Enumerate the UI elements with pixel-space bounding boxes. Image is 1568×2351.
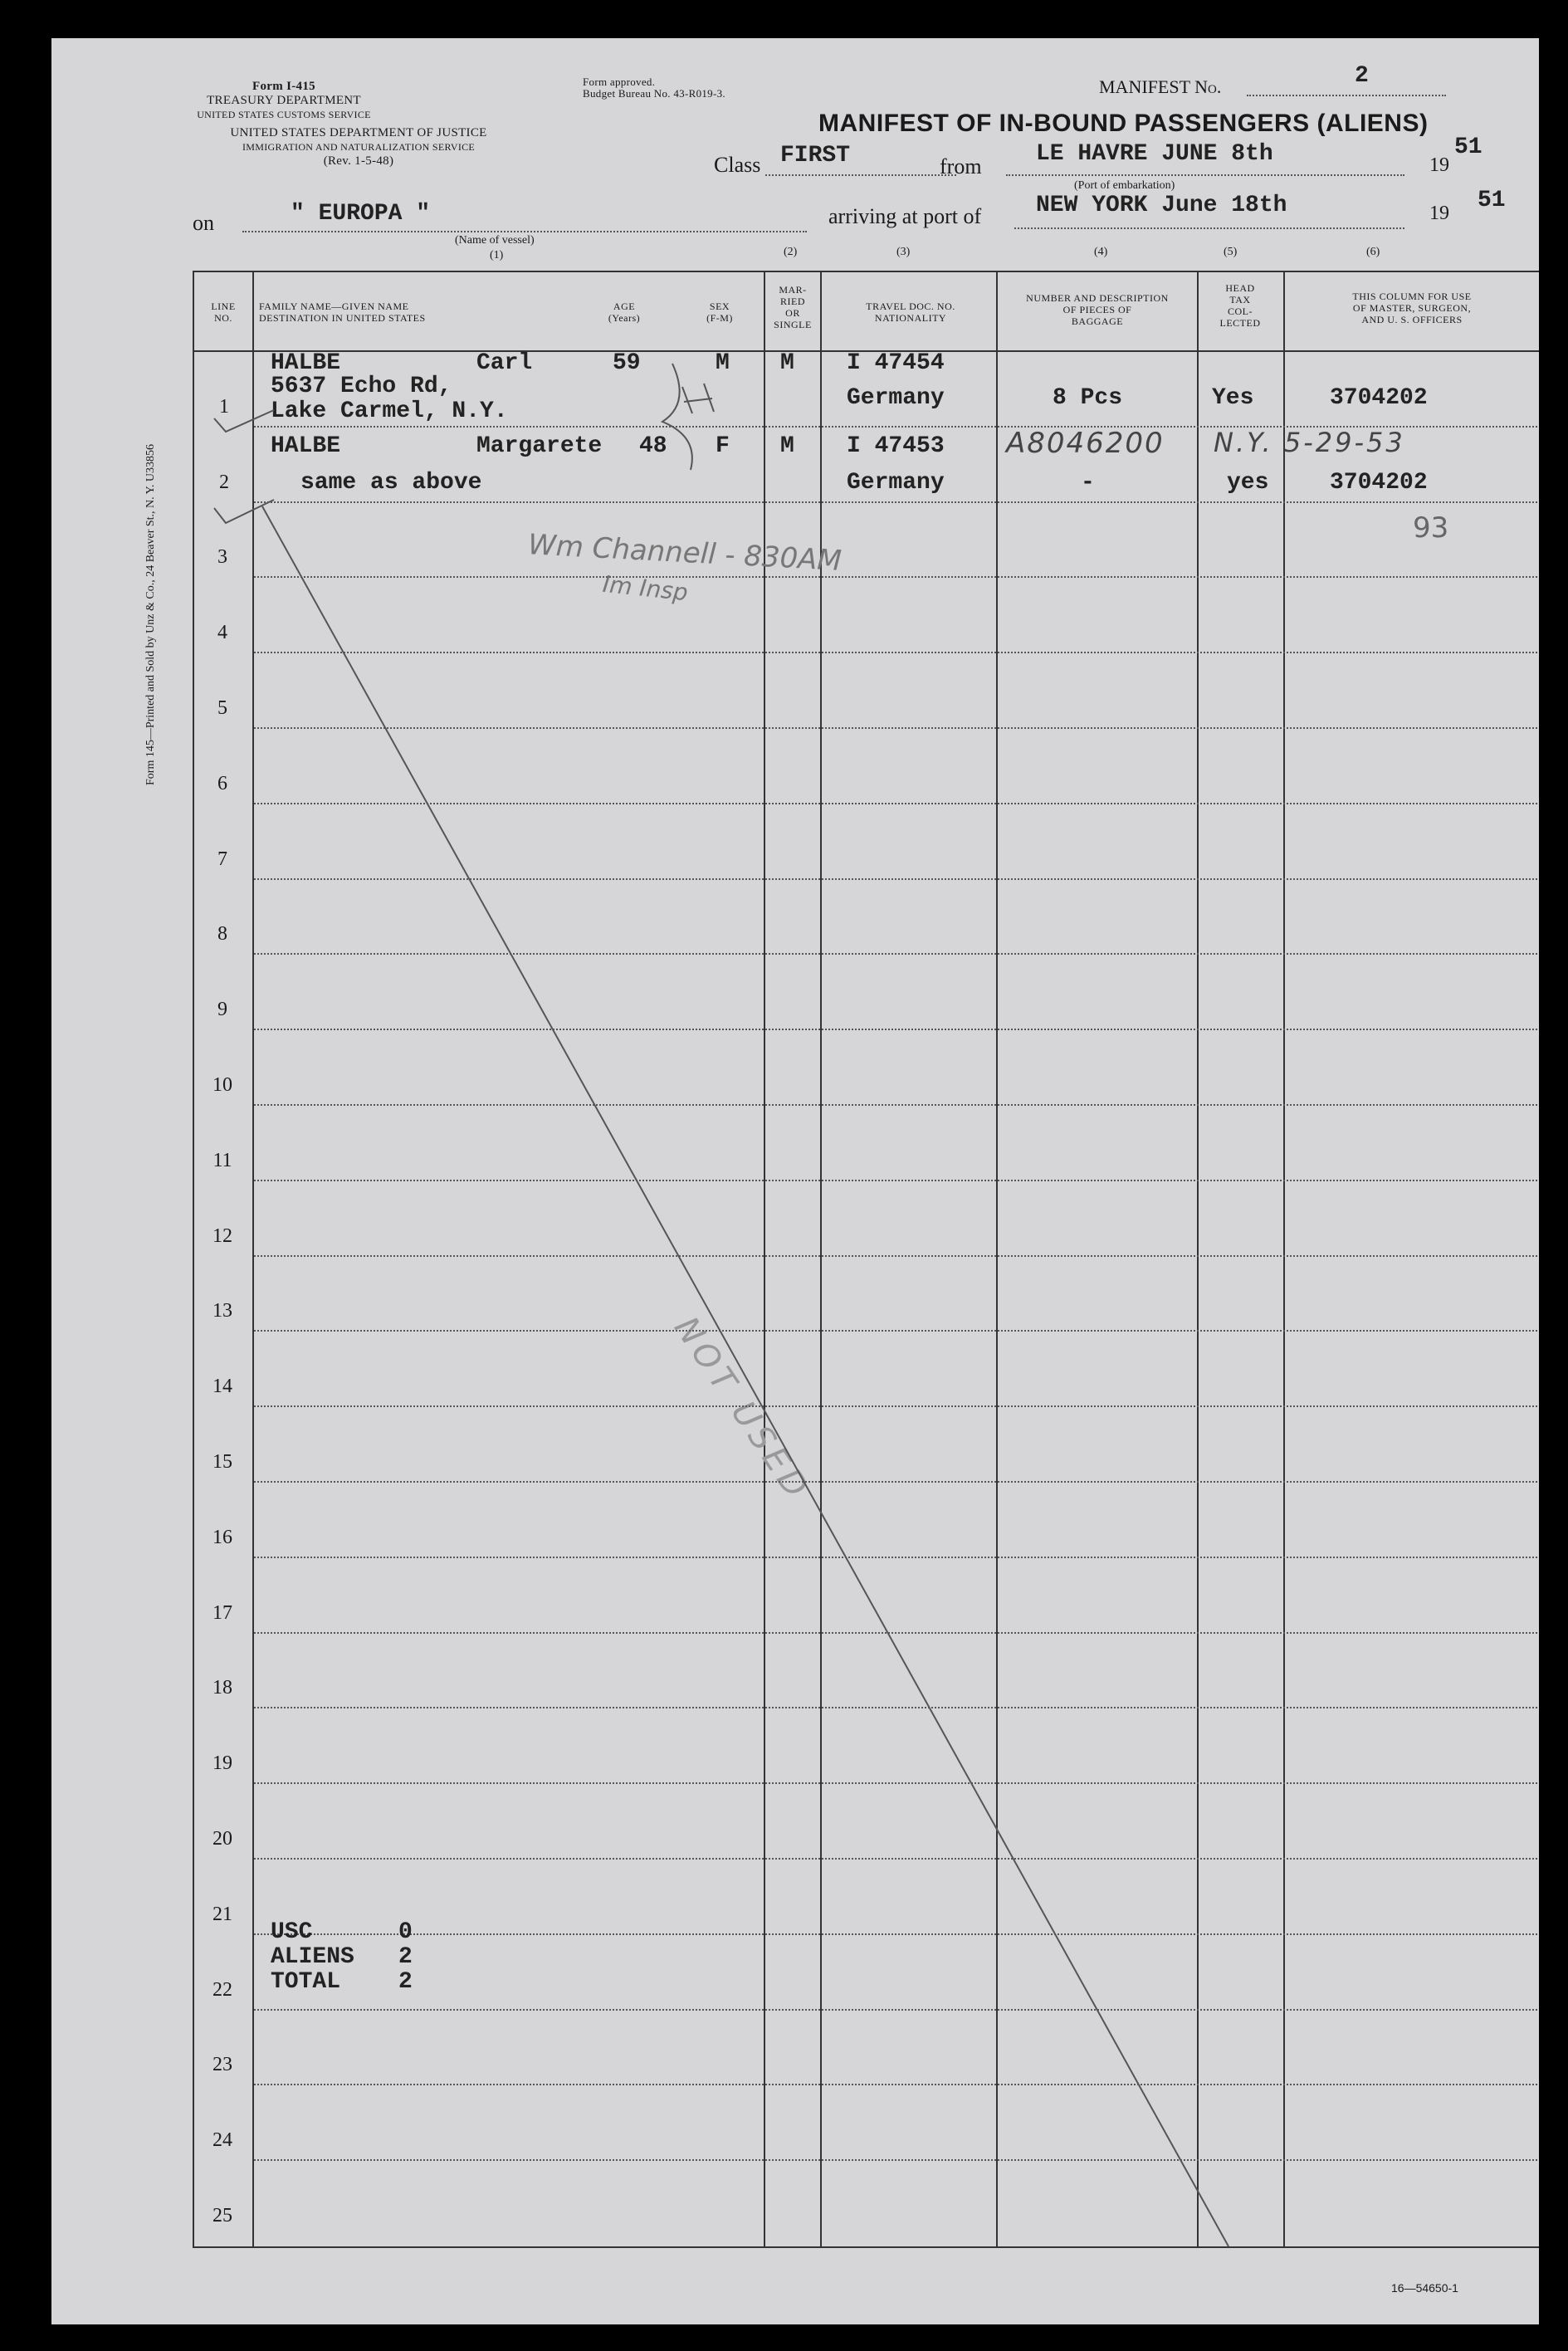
col-header-age: AGE (Years) bbox=[608, 301, 641, 324]
line-number: 21 bbox=[212, 1903, 232, 1925]
on-label: on bbox=[193, 211, 214, 235]
handwritten-alien-registration: A8046200 bbox=[1006, 427, 1165, 460]
row-separator bbox=[254, 727, 1537, 729]
embarkation-label: (Port of embarkation) bbox=[1074, 179, 1175, 192]
handwritten-inspector-title: Im Insp bbox=[601, 569, 690, 607]
col-header-married: MAR- RIED OR SINGLE bbox=[774, 284, 812, 330]
budget-bureau: Budget Bureau No. 43-R019-3. bbox=[583, 87, 725, 100]
form-approved: Form approved. bbox=[583, 76, 656, 88]
entry-2-married: M bbox=[780, 433, 794, 459]
totals-aliens-label: ALIENS bbox=[271, 1944, 354, 1970]
entry-1-nationality: Germany bbox=[847, 385, 945, 411]
col-header-head-tax: HEAD TAX COL- LECTED bbox=[1219, 282, 1261, 329]
col-header-baggage: NUMBER AND DESCRIPTION OF PIECES OF BAGGAGE bbox=[1026, 292, 1169, 327]
entry-1-travel-doc: I 47454 bbox=[847, 350, 945, 376]
entry-1-given-name: Carl bbox=[476, 350, 533, 376]
entry-2-nationality: Germany bbox=[847, 470, 945, 496]
col-number-3: (3) bbox=[896, 246, 911, 258]
line-number: 11 bbox=[212, 1149, 232, 1171]
bracket-mark bbox=[662, 364, 692, 470]
stamped-number-93: 93 bbox=[1413, 511, 1449, 545]
manifest-no-value: 2 bbox=[1355, 63, 1369, 89]
customs-service: UNITED STATES CUSTOMS SERVICE bbox=[197, 109, 371, 120]
justice-dept: UNITED STATES DEPARTMENT OF JUSTICE bbox=[230, 126, 487, 139]
row-separator bbox=[254, 1405, 1537, 1407]
line-number: 4 bbox=[217, 622, 227, 644]
arrival-value: NEW YORK June 18th bbox=[1036, 193, 1287, 218]
row-separator bbox=[254, 2084, 1537, 2085]
col-header-travel-doc: TRAVEL DOC. NO. NATIONALITY bbox=[866, 301, 955, 324]
row-separator bbox=[254, 953, 1537, 955]
totals-aliens-value: 2 bbox=[398, 1944, 413, 1970]
col-header-officers: THIS COLUMN FOR USE OF MASTER, SURGEON, AND U. S. OFFICERS bbox=[1352, 291, 1472, 325]
ins-service: IMMIGRATION AND NATURALIZATION SERVICE bbox=[242, 141, 476, 153]
line-number: 14 bbox=[212, 1376, 232, 1398]
line-number: 12 bbox=[212, 1224, 232, 1247]
col-number-5: (5) bbox=[1224, 246, 1238, 258]
manifest-page bbox=[51, 38, 1539, 2324]
row-separator bbox=[254, 1330, 1537, 1332]
revision: (Rev. 1-5-48) bbox=[323, 154, 394, 168]
year-2: 51 bbox=[1478, 188, 1506, 213]
line-number: 8 bbox=[217, 923, 227, 946]
entry-1-family-name: HALBE bbox=[271, 350, 341, 376]
entry-2-family-name: HALBE bbox=[271, 433, 341, 459]
row-separator bbox=[254, 1255, 1537, 1257]
entry-1-married: M bbox=[780, 350, 794, 376]
line-number: 9 bbox=[217, 999, 227, 1021]
row-separator bbox=[254, 1180, 1537, 1181]
line-number: 23 bbox=[212, 2054, 232, 2076]
class-value: FIRST bbox=[780, 143, 851, 169]
entry-2-sex: F bbox=[716, 433, 730, 459]
line-number: 16 bbox=[212, 1526, 232, 1548]
from-value: LE HAVRE JUNE 8th bbox=[1036, 141, 1273, 167]
line-number: 2 bbox=[219, 471, 229, 493]
col-number-4: (4) bbox=[1094, 246, 1108, 258]
col-header-name: FAMILY NAME—GIVEN NAME DESTINATION IN UNITED STATES bbox=[259, 301, 426, 324]
manifest-no-label: MANIFEST No. bbox=[1099, 76, 1222, 97]
entry-1-address-2: Lake Carmel, N.Y. bbox=[271, 398, 508, 424]
line-number: 10 bbox=[212, 1074, 232, 1096]
line-number: 5 bbox=[217, 697, 227, 719]
col-header-line-no: LINE NO. bbox=[211, 301, 236, 324]
row-separator bbox=[254, 1632, 1537, 1634]
col-number-6: (6) bbox=[1366, 246, 1380, 258]
entry-2-travel-doc: I 47453 bbox=[847, 433, 945, 459]
entry-2-age: 48 bbox=[639, 433, 667, 459]
row-separator bbox=[254, 501, 1537, 503]
line-number: 19 bbox=[212, 1752, 232, 1775]
entry-2-given-name: Margarete bbox=[476, 433, 603, 459]
handwritten-not-used: NOT USED bbox=[666, 1310, 818, 1509]
handwritten-ny-date: N.Y. 5-29-53 bbox=[1214, 427, 1405, 458]
scribble-h bbox=[682, 384, 714, 413]
footer-form-code: 16—54650-1 bbox=[1391, 2281, 1458, 2295]
entry-2-baggage: - bbox=[1081, 470, 1095, 496]
row-separator bbox=[254, 2009, 1537, 2011]
row-separator bbox=[254, 1858, 1537, 1860]
line-number: 17 bbox=[212, 1601, 232, 1624]
row-separator bbox=[254, 1933, 1537, 1935]
vessel-name: " EUROPA " bbox=[291, 201, 431, 227]
year-prefix-1: 19 bbox=[1429, 154, 1449, 176]
row-separator bbox=[254, 2159, 1537, 2161]
line-number: 18 bbox=[212, 1677, 232, 1699]
totals-usc-label: USC bbox=[271, 1919, 313, 1945]
handwritten-inspector-signature: Wm Channell - 830AM bbox=[527, 528, 843, 578]
totals-usc-value: 0 bbox=[398, 1919, 413, 1945]
entry-2-address: same as above bbox=[300, 470, 482, 496]
year-1: 51 bbox=[1454, 134, 1483, 160]
line-number: 1 bbox=[219, 395, 229, 418]
line-number: 13 bbox=[212, 1300, 232, 1322]
arriving-label: arriving at port of bbox=[828, 204, 982, 228]
totals-total-value: 2 bbox=[398, 1969, 413, 1995]
row-separator bbox=[254, 426, 1537, 428]
col-number-2: (2) bbox=[784, 246, 798, 258]
row-separator bbox=[254, 878, 1537, 880]
entry-1-baggage: 8 Pcs bbox=[1053, 385, 1123, 411]
row-separator bbox=[254, 576, 1537, 578]
line-number: 22 bbox=[212, 1978, 232, 2001]
entry-1-address-1: 5637 Echo Rd, bbox=[271, 374, 452, 399]
row-separator bbox=[254, 1029, 1537, 1030]
entry-1-sex: M bbox=[716, 350, 730, 376]
printer-side-text: Form 145—Printed and Sold by Unz & Co., 24 Beaver St., N. Y. U33856 bbox=[144, 443, 157, 785]
class-label: Class bbox=[714, 153, 761, 177]
row-separator bbox=[254, 1782, 1537, 1784]
vessel-col-number: (1) bbox=[490, 249, 504, 261]
vessel-name-label: (Name of vessel) bbox=[455, 234, 535, 247]
row-separator bbox=[254, 652, 1537, 653]
row-separator bbox=[254, 1557, 1537, 1558]
entry-1-head-tax: Yes bbox=[1212, 385, 1254, 411]
line-number: 7 bbox=[217, 848, 227, 870]
line-number: 3 bbox=[217, 546, 227, 569]
col-header-sex: SEX (F-M) bbox=[706, 301, 733, 324]
entry-2-officer-number: 3704202 bbox=[1330, 470, 1428, 496]
form-id: Form I-415 bbox=[252, 80, 315, 93]
row-separator bbox=[254, 1481, 1537, 1483]
entry-2-head-tax: yes bbox=[1227, 470, 1269, 496]
line-number: 25 bbox=[212, 2205, 232, 2226]
entry-1-age: 59 bbox=[613, 350, 641, 376]
entry-1-officer-number: 3704202 bbox=[1330, 385, 1428, 411]
from-label: from bbox=[940, 154, 982, 178]
line-number: 6 bbox=[217, 772, 227, 794]
totals-total-label: TOTAL bbox=[271, 1969, 341, 1995]
row-separator bbox=[254, 803, 1537, 804]
line-number: 15 bbox=[212, 1451, 232, 1473]
line-number: 20 bbox=[212, 1828, 232, 1850]
manifest-title: MANIFEST OF IN-BOUND PASSENGERS (ALIENS) bbox=[818, 110, 1429, 137]
row-separator bbox=[254, 1104, 1537, 1106]
year-prefix-2: 19 bbox=[1429, 203, 1449, 224]
row-separator bbox=[254, 1707, 1537, 1708]
line-number: 24 bbox=[212, 2129, 232, 2152]
treasury-dept: TREASURY DEPARTMENT bbox=[207, 94, 361, 107]
